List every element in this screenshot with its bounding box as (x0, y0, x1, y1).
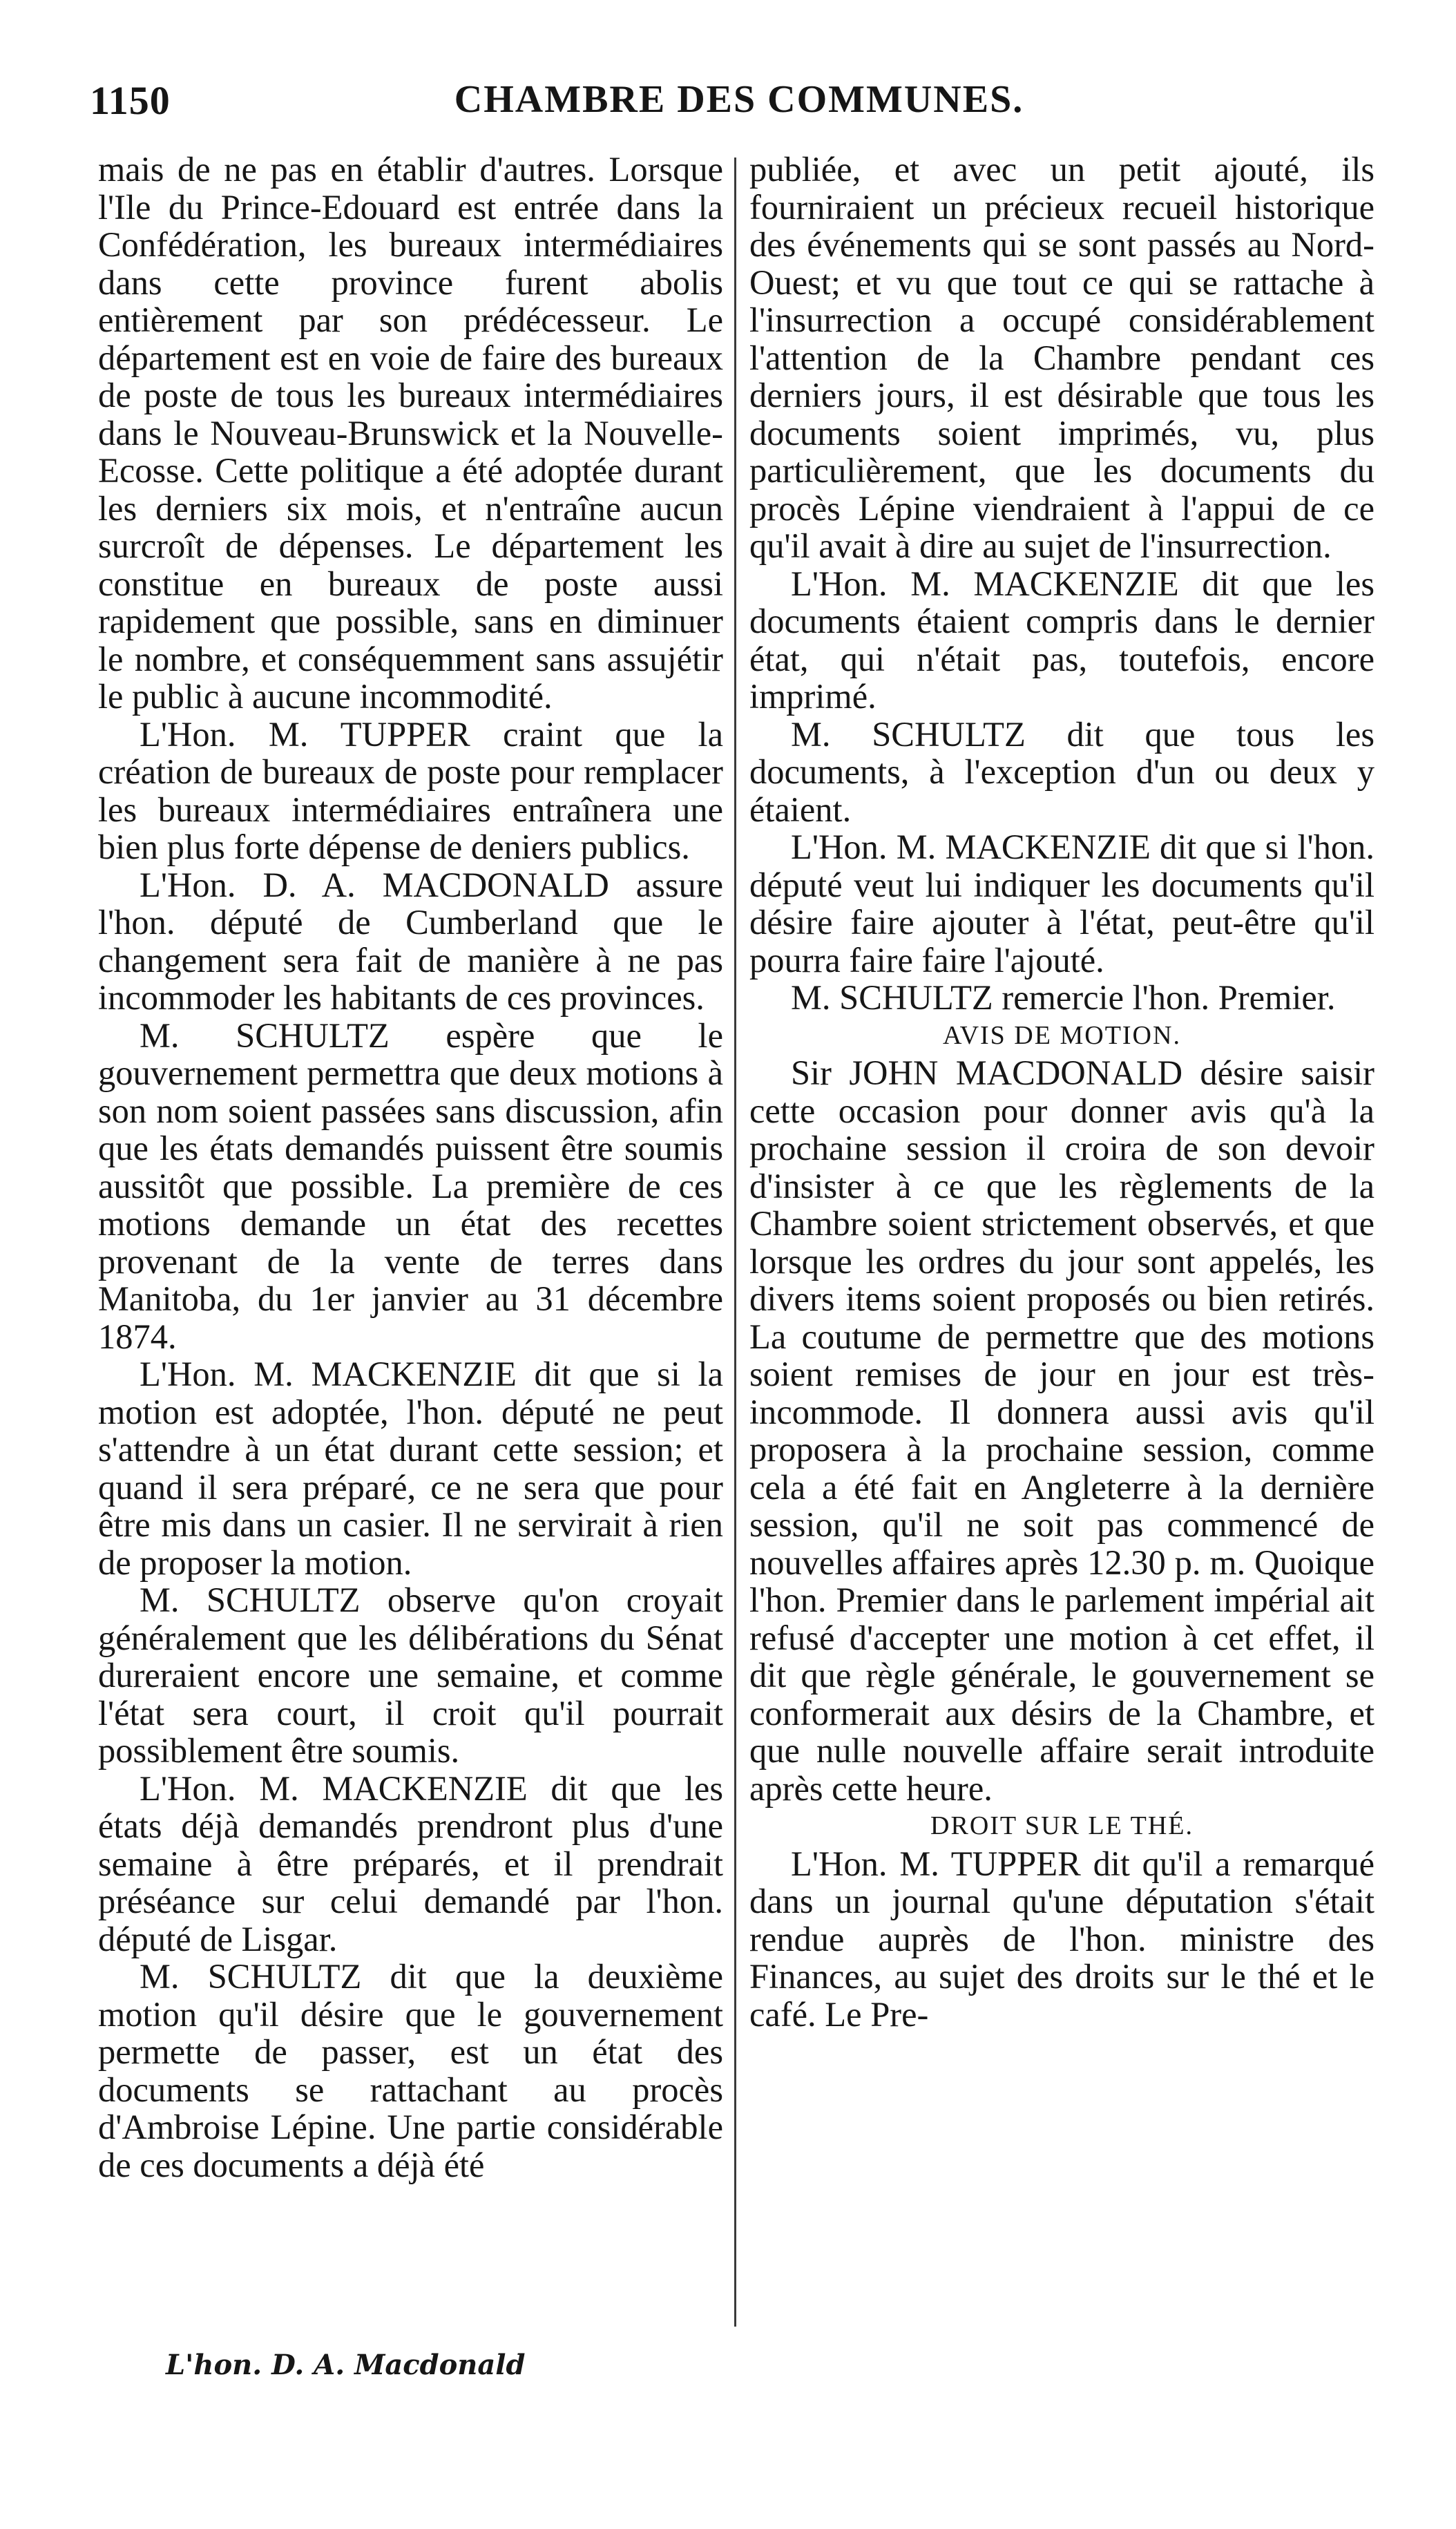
left-column (98, 151, 723, 2184)
column-divider (734, 158, 736, 2327)
paragraph: M. SCHULTZ dit que tous les documents, à l'exception d'un ou deux y étaient. (749, 714, 1374, 829)
section-heading-avis-de-motion: AVIS DE MOTION. (943, 1020, 1181, 1050)
paragraph: L'Hon. M. MACKENZIE dit que si l'hon. député veut lui indiquer les documents qu'il désire faire ajouter à l'état, peut-être qu'il pourra faire faire l'ajouté. (749, 828, 1374, 980)
paragraph: L'Hon. M. MACKENZIE dit que si la motion est adoptée, l'hon. député ne peut s'attendre à un état durant cette session; et quand il sera préparé, ce ne sera que pour être mis dans un casier. Il ne servirait à rien de proposer la motion. (98, 1355, 723, 1582)
paragraph: L'Hon. M. MACKENZIE dit que les états déjà demandés prendront plus d'une semaine à être préparés, et il prendrait préséance sur celui demandé par l'hon. député de Lisgar. (98, 1768, 723, 1958)
paragraph: L'Hon. M. TUPPER craint que la création de bureaux de poste pour remplacer les bureaux intermédiaires entraînera une bien plus forte dépense de deniers publics. (98, 714, 723, 866)
paragraph: L'Hon. D. A. MACDONALD assure l'hon. député de Cumberland que le changement sera fait de manière à ne pas incommoder les habitants de ces provinces. (98, 865, 723, 1017)
section-heading-droit-sur-le-the: DROIT SUR LE THÉ. (930, 1811, 1194, 1840)
page-header (90, 77, 1388, 140)
right-column (749, 151, 1374, 2033)
paragraph: M. SCHULTZ remercie l'hon. Premier. (791, 978, 1336, 1017)
paragraph: M. SCHULTZ observe qu'on croyait généralement que les délibérations du Sénat dureraient encore une semaine, et comme l'état sera court, il croit qu'il pourrait possiblement être soumis. (98, 1581, 723, 1770)
paragraph: M. SCHULTZ espère que le gouvernement permettra que deux motions à son nom soient passées sans discussion, afin que les états demandés puissent être soumis aussitôt que possible. La première de ces motions demande un état des recettes provenant de la vente de terres dans Manitoba, du 1er janvier au 31 décembre 1874. (98, 1015, 723, 1356)
paragraph: publiée, et avec un petit ajouté, ils fourniraient un précieux recueil historique des événements qui se sont passés au Nord-Ouest; et vu que tout ce qui se rattache à l'insurrection a occupé considérablement l'attention de la Chambre pendant ces derniers jours, il est désirable que tous les documents soient imprimés, vu, plus particulièrement, que les documents du procès Lépine viendraient à l'appui de ce qu'il avait à dire au sujet de l'insurrection. (749, 150, 1374, 565)
paragraph: M. SCHULTZ dit que la deuxième motion qu'il désire que le gouvernement permette de passer, est un état des documents se rattachant au procès d'Ambroise Lépine. Une partie considérable de ces documents a déjà été (98, 1957, 723, 2184)
paragraph: Sir JOHN MACDONALD désire saisir cette occasion pour donner avis qu'à la prochaine session il croira de son devoir d'insister à ce que les règlements de la Chambre soient strictement observés, et que lorsque les ordres du jour sont appelés, les divers items soient proposés ou bien retirés. La coutume de permettre que des motions soient remises de jour en jour est très-incommode. Il donnera aussi avis qu'il proposera à la prochaine session, comme cela a été fait en Angleterre à la dernière session, qu'il ne soit pas commencé de nouvelles affaires après 12.30 p. m. Quoique l'hon. Premier dans le parlement impérial ait refusé d'accepter une motion à cet effet, il dit que règle générale, le gouvernement se conformerait aux désirs de la Chambre, et que nulle nouvelle affaire serait introduite après cette heure. (749, 1053, 1374, 1808)
page-number: 1150 (90, 78, 171, 123)
running-title: CHAMBRE DES COMMUNES. (454, 78, 1024, 121)
footer-signature: L'hon. D. A. Macdonald (166, 2349, 526, 2381)
paragraph: L'Hon. M. MACKENZIE dit que les documents étaient compris dans le dernier état, qui n'était pas, toutefois, encore imprimé. (749, 564, 1374, 716)
paragraph: mais de ne pas en établir d'autres. Lorsque l'Ile du Prince-Edouard est entrée dans la Confédération, les bureaux intermédiaires dans cette province furent abolis entièrement par son prédécesseur. Le département est en voie de faire des bureaux de poste de tous les bureaux intermédiaires dans le Nouveau-Brunswick et la Nouvelle-Ecosse. Cette politique a été adoptée durant les derniers six mois, et n'entraîne aucun surcroît de dépenses. Le département les constitue en bureaux de poste aussi rapidement que possible, sans en diminuer le nombre, et conséquemment sans assujétir le public à aucune incommodité. (98, 150, 723, 716)
paragraph: L'Hon. M. TUPPER dit qu'il a remarqué dans un journal qu'une députation s'était rendue auprès de l'hon. ministre des Finances, au sujet des droits sur le thé et le café. Le Pre- (749, 1844, 1374, 2034)
